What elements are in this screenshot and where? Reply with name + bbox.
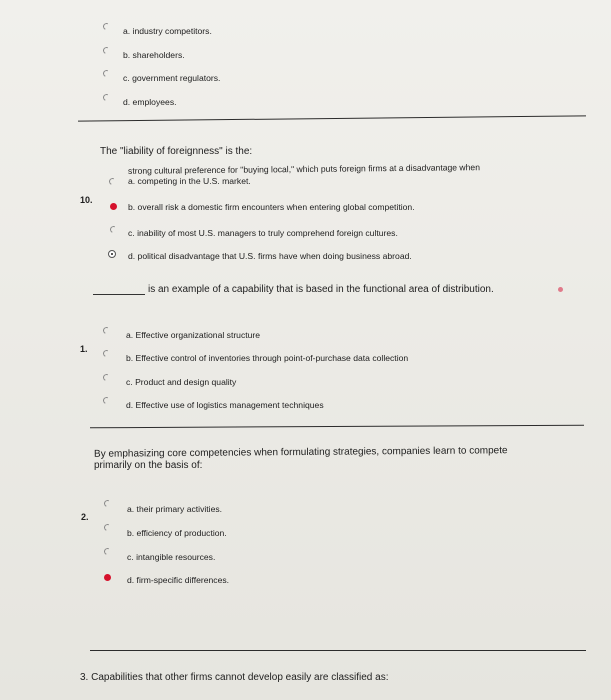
status-dot <box>558 287 563 292</box>
radio-empty-icon[interactable] <box>102 22 111 31</box>
question-3-prompt: 3. Capabilities that other firms cannot develop easily are classified as: <box>80 672 389 683</box>
option-b: b. Effective control of inventories through point-of-purchase data collection <box>126 353 409 363</box>
radio-empty-icon[interactable] <box>102 326 111 335</box>
option-b: b. shareholders. <box>123 50 185 60</box>
option-c: c. intangible resources. <box>127 552 216 562</box>
question-10-prompt: The "liability of foreignness" is the: <box>100 146 253 157</box>
question-number: 2. <box>81 512 89 522</box>
question-number: 10. <box>80 195 93 205</box>
radio-filled-icon[interactable] <box>110 203 117 210</box>
option-b: b. efficiency of production. <box>127 528 227 538</box>
option-c: c. inability of most U.S. managers to truly comprehend foreign cultures. <box>128 228 398 238</box>
radio-empty-icon[interactable] <box>102 93 111 102</box>
option-d: d. political disadvantage that U.S. firms have when doing business abroad. <box>128 251 412 261</box>
separator <box>78 115 586 121</box>
radio-empty-icon[interactable] <box>103 523 112 532</box>
option-d: d. Effective use of logistics management techniques <box>126 400 324 410</box>
option-a-line1: strong cultural preference for "buying local," which puts foreign firms at a disadvantage when <box>127 162 480 176</box>
option-d: d. employees. <box>123 97 177 107</box>
answer-blank <box>93 294 145 295</box>
radio-empty-icon[interactable] <box>108 177 117 186</box>
radio-empty-icon[interactable] <box>102 396 111 405</box>
question-1-text: is an example of a capability that is based in the functional area of distribution. <box>148 284 494 295</box>
option-b: b. overall risk a domestic firm encounters when entering global competition. <box>128 202 415 212</box>
question-2-prompt-line2: primarily on the basis of: <box>94 460 203 471</box>
radio-empty-icon[interactable] <box>103 547 112 556</box>
option-a: a. their primary activities. <box>127 504 223 514</box>
option-a: a. Effective organizational structure <box>126 330 261 340</box>
option-c: c. Product and design quality <box>126 377 237 387</box>
separator <box>90 425 584 429</box>
radio-focused-icon[interactable] <box>108 250 116 258</box>
radio-empty-icon[interactable] <box>102 373 111 382</box>
radio-empty-icon[interactable] <box>102 46 111 55</box>
question-number: 1. <box>80 344 88 354</box>
option-d: d. firm-specific differences. <box>127 575 230 585</box>
question-1-prompt <box>93 284 494 295</box>
question-2-prompt-line1: By emphasizing core competencies when formulating strategies, companies learn to compete <box>93 445 508 460</box>
radio-empty-icon[interactable] <box>102 69 111 78</box>
option-c: c. government regulators. <box>123 73 221 83</box>
radio-empty-icon[interactable] <box>103 499 112 508</box>
option-a: a. industry competitors. <box>123 26 212 36</box>
separator <box>90 650 586 651</box>
option-a-line2: a. competing in the U.S. market. <box>128 176 251 186</box>
radio-filled-icon[interactable] <box>104 574 111 581</box>
radio-empty-icon[interactable] <box>109 225 118 234</box>
radio-empty-icon[interactable] <box>102 349 111 358</box>
